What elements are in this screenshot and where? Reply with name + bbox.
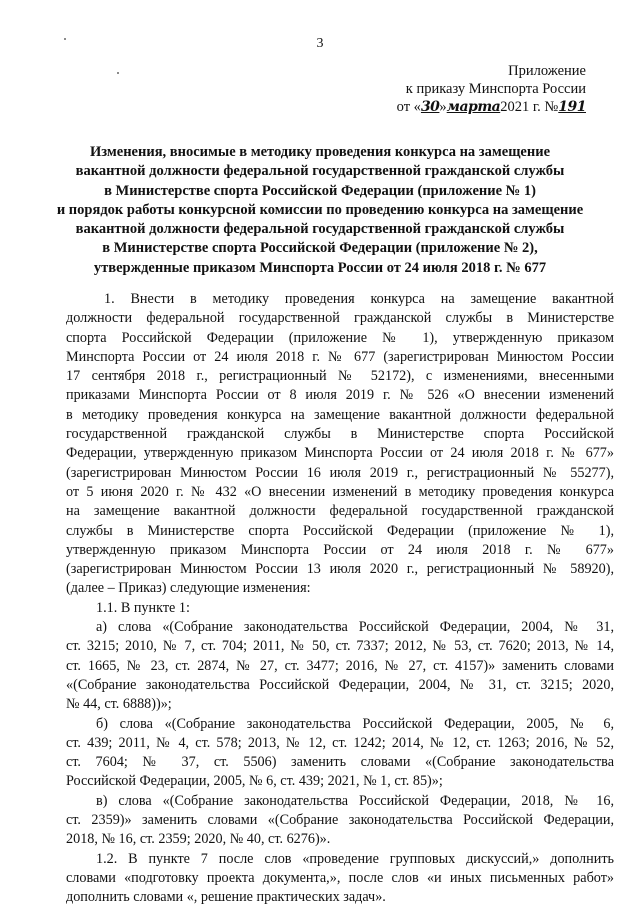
body-line: на замещение вакантной должности федеральной государственной гражданской — [66, 503, 614, 520]
handwritten-number: 191 — [558, 99, 586, 115]
title-line: в Министерстве спорта Российской Федерации (приложение № 2), — [102, 240, 538, 257]
title-line: в Министерстве спорта Российской Федерации (приложение № 1) — [104, 182, 536, 199]
body-line: государственной гражданской службы в Министерстве спорта Российской — [66, 426, 614, 443]
annex-from: от « — [396, 99, 421, 115]
body-line: ст. 2359)» заменить словами «(Собрание законодательства Российской Федерации, — [66, 812, 614, 829]
body-line: приказами Минспорта России от 8 июля 2019 г. № 526 «О внесении изменений — [66, 387, 614, 404]
title-line: Изменения, вносимые в методику проведения конкурса на замещение — [89, 144, 551, 160]
handwritten-month: марта — [446, 99, 501, 115]
body-line: должности федеральной государственной гражданской службы в Министерстве — [66, 310, 614, 327]
scan-speck — [64, 38, 66, 40]
body-line: 1.2. В пункте 7 после слов «проведение групповых дискуссий,» дополнить — [96, 850, 614, 867]
body-line: а) слова «(Собрание законодательства Российской Федерации, 2004, № 31, — [96, 619, 614, 636]
annex-header — [397, 62, 586, 116]
body-line: службы в Министерстве спорта Российской Федерации (приложение № 1), — [66, 522, 614, 539]
title-line: вакантной должности федеральной государственной гражданской службы — [75, 163, 565, 180]
body-line: в) слова «(Собрание законодательства Российской Федерации, 2018, № 16, — [96, 792, 614, 809]
body-line: 17 сентября 2018 г., регистрационный № 52172), с изменениями, внесенными — [66, 368, 614, 385]
annex-order-ref: к приказу Минспорта России — [405, 81, 586, 97]
document-title — [50, 143, 590, 278]
body-line: ст. 439; 2011, № 4, ст. 578; 2013, № 12, ст. 1242; 2014, № 12, ст. 1263; 2016, № 52, — [66, 734, 614, 751]
annex-label: Приложение — [508, 63, 586, 79]
title-line: и порядок работы конкурсной комиссии по проведению конкурса на замещение — [56, 201, 584, 218]
body-line: спорта Российской Федерации (приложение № 1), утвержденную приказом — [66, 329, 614, 346]
body-line: ст. 7604; № 37, ст. 5506) заменить словами «(Собрание законодательства — [66, 754, 614, 771]
body-line: б) слова «(Собрание законодательства Российской Федерации, 2005, № 6, — [96, 715, 614, 732]
body-line: от 5 июня 2020 г. № 432 «О внесении изменений в методику проведения конкурса — [66, 483, 614, 500]
body-line: (далее – Приказ) следующие изменения: — [66, 580, 311, 597]
body-line: (зарегистрирован Минюстом России 13 июля 2020 г., регистрационный № 58920), — [66, 561, 614, 578]
body-line: словами «подготовку проекта документа,», после слов «и иных письменных работ» — [66, 869, 614, 886]
body-line: ст. 1665, № 23, ст. 2874, № 27, ст. 3477; 2016, № 27, ст. 4157)» заменить словами — [66, 657, 614, 674]
title-line: утвержденные приказом Минспорта России от 24 июля 2018 г. № 677 — [93, 259, 547, 276]
body-line: дополнить словами «, решение практических задач». — [66, 889, 386, 906]
body-line: утвержденную приказом Минспорта России от 24 июля 2018 г. № 677» — [66, 541, 614, 558]
annex-date-line — [397, 98, 586, 116]
body-line: Российской Федерации, 2005, № 6, ст. 439; 2021, № 1, ст. 85)»; — [66, 773, 443, 790]
body-line: № 44, ст. 6888))»; — [66, 696, 172, 713]
body-line: ст. 3215; 2010, № 7, ст. 704; 2011, № 50, ст. 7337; 2012, № 53, ст. 7620; 2013, № 14, — [66, 638, 614, 655]
page-number: 3 — [316, 36, 324, 51]
body-line: 2018, № 16, ст. 2359; 2020, № 40, ст. 6276)». — [66, 831, 331, 848]
body-line: Федерации, утвержденную приказом Минспорта России от 24 июля 2018 г. № 677» — [66, 445, 614, 462]
body-line: Минспорта России от 24 июля 2018 г. № 677 (зарегистрирован Минюстом России — [66, 348, 614, 365]
annex-close-quote: » — [439, 99, 447, 115]
body-line: 1. Внести в методику проведения конкурса на замещение вакантной — [104, 291, 614, 307]
annex-year: 2021 г. № — [500, 99, 559, 115]
body-line: 1.1. В пункте 1: — [96, 599, 190, 616]
title-line: вакантной должности федеральной государственной гражданской службы — [75, 221, 565, 238]
body-line: (зарегистрирован Минюстом России 16 июля 2019 г., регистрационный № 55277), — [66, 464, 614, 481]
handwritten-day: 30 — [420, 99, 440, 115]
scan-speck — [117, 72, 119, 74]
body-line: в методику проведения конкурса на замещение вакантной должности федеральной — [66, 406, 614, 423]
body-line: «(Собрание законодательства Российской Федерации, 2004, № 31, ст. 3215; 2020, — [66, 676, 614, 693]
document-body — [66, 290, 614, 908]
